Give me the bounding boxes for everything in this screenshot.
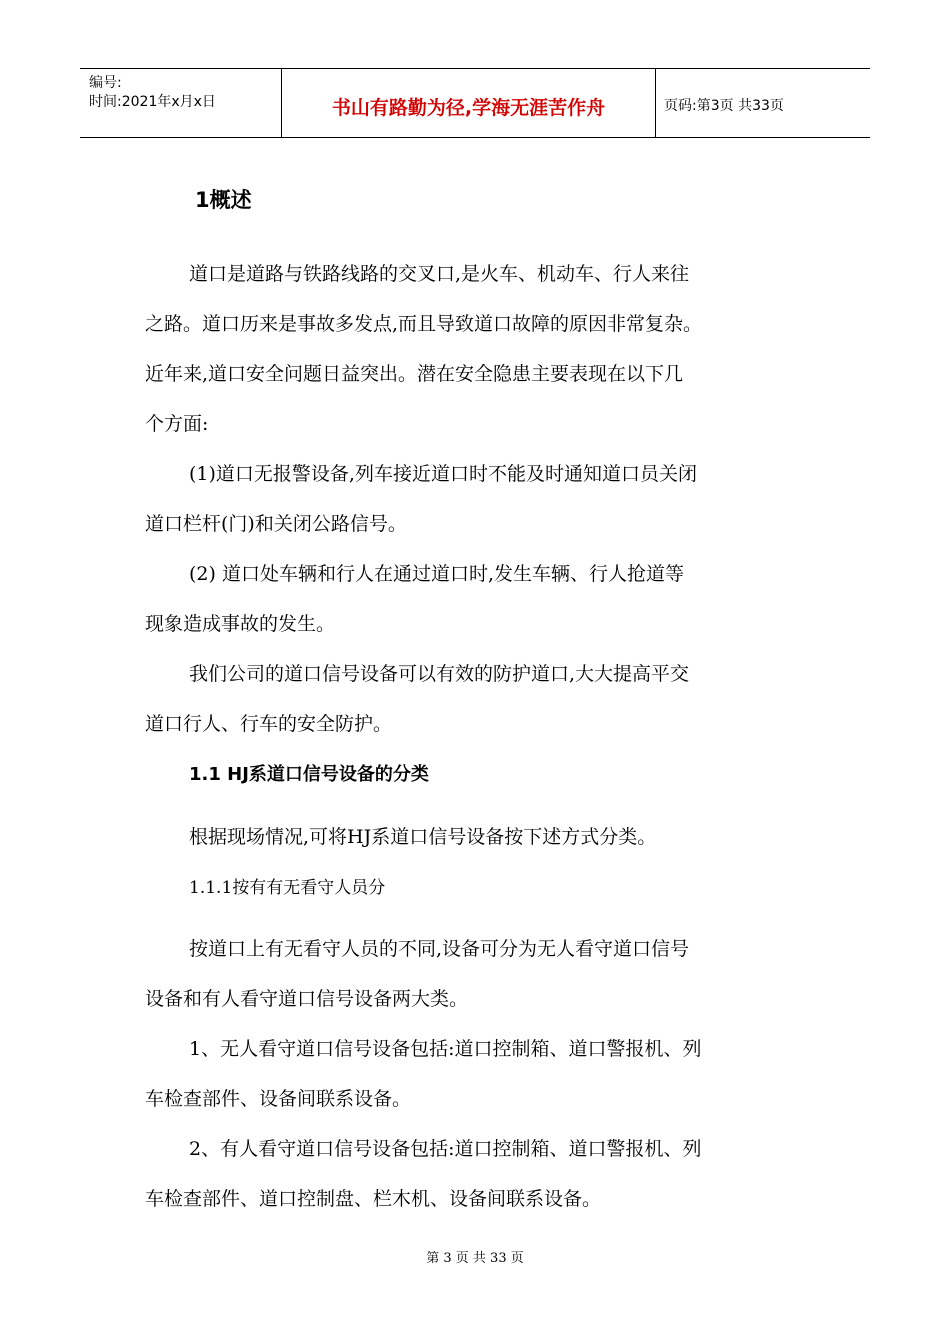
paragraph-line: 个方面: <box>145 413 209 435</box>
paragraph-line: 道口行人、行车的安全防护。 <box>145 713 393 735</box>
paragraph-line: 近年来,道口安全问题日益突出。潜在安全隐患主要表现在以下几 <box>145 363 684 385</box>
paragraph-line: 之路。道口历来是事故多发点,而且导致道口故障的原因非常复杂。 <box>145 313 703 335</box>
paragraph-line: 设备和有人看守道口信号设备两大类。 <box>145 988 469 1010</box>
paragraph-line: 我们公司的道口信号设备可以有效的防护道口,大大提高平交 <box>189 663 690 685</box>
paragraph-line: 1、无人看守道口信号设备包括:道口控制箱、道口警报机、列 <box>189 1038 702 1060</box>
paragraph-line: 道口是道路与铁路线路的交叉口,是火车、机动车、行人来往 <box>189 263 690 285</box>
paragraph-line: 车检查部件、道口控制盘、栏木机、设备间联系设备。 <box>145 1188 602 1210</box>
header-time-label: 时间:2021年x月x日 <box>89 94 216 110</box>
header-number-label: 编号: <box>89 75 122 91</box>
paragraph-line: (1)道口无报警设备,列车接近道口时不能及时通知道口员关闭 <box>189 463 697 485</box>
paragraph-line: (2) 道口处车辆和行人在通过道口时,发生车辆、行人抢道等 <box>189 563 684 585</box>
section-heading-1-1: 1.1 HJ系道口信号设备的分类 <box>189 764 429 785</box>
page-footer: 第 3 页 共 33 页 <box>426 1251 524 1266</box>
paragraph-line: 按道口上有无看守人员的不同,设备可分为无人看守道口信号 <box>189 938 690 960</box>
header-right-cell <box>655 69 870 137</box>
paragraph-line: 车检查部件、设备间联系设备。 <box>145 1088 412 1110</box>
header-left-cell <box>80 69 281 137</box>
section-heading-1: 1概述 <box>195 188 252 212</box>
sub-heading-1-1-1: 1.1.1按有有无看守人员分 <box>189 878 386 898</box>
paragraph-line: 根据现场情况,可将HJ系道口信号设备按下述方式分类。 <box>189 826 657 848</box>
header-motto: 书山有路勤为径,学海无涯苦作舟 <box>331 97 606 119</box>
page-header <box>80 68 870 138</box>
paragraph-line: 现象造成事故的发生。 <box>145 613 336 635</box>
header-middle-cell <box>281 69 656 137</box>
paragraph-line: 道口栏杆(门)和关闭公路信号。 <box>145 513 407 535</box>
paragraph-line: 2、有人看守道口信号设备包括:道口控制箱、道口警报机、列 <box>189 1138 702 1160</box>
header-page-label: 页码:第3页 共33页 <box>664 98 784 114</box>
